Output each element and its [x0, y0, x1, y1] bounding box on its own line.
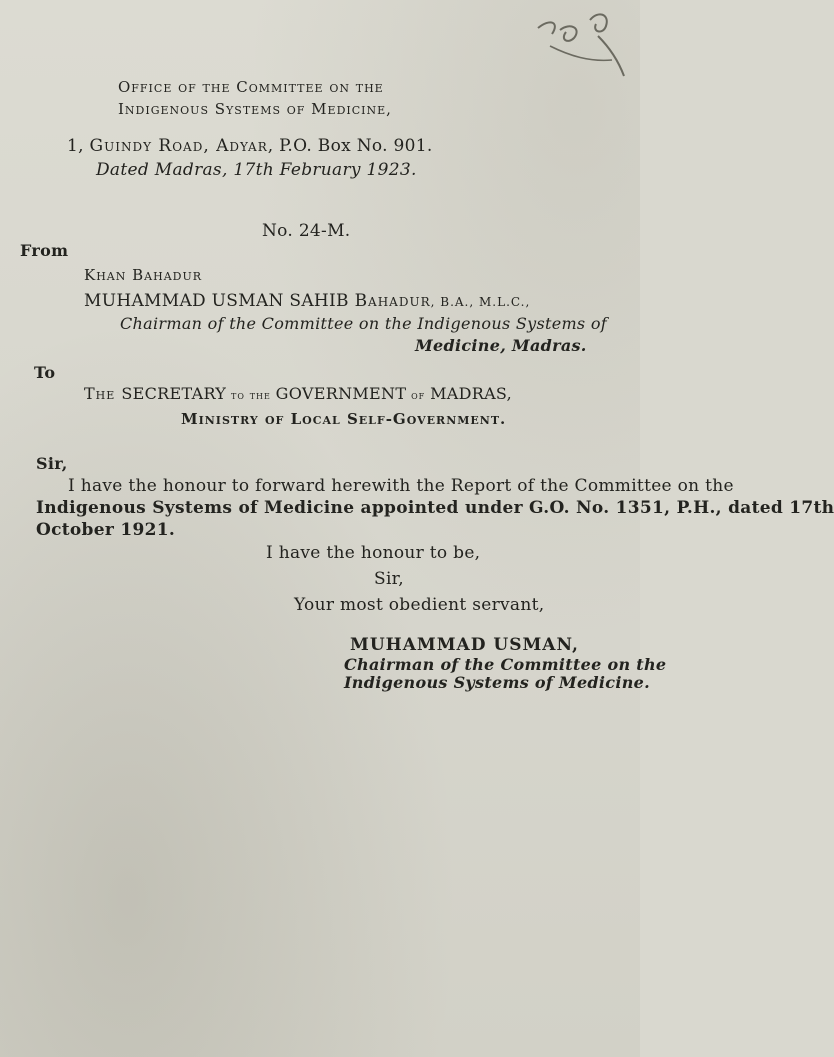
sender-designation-line1: Chairman of the Committee on the Indigenous Systems of [120, 314, 607, 333]
address-road: Guindy Road, Adyar [89, 136, 268, 156]
address-suffix: , P.O. Box No. 901. [267, 136, 433, 156]
recipient-madras: MADRAS, [430, 384, 513, 403]
handwritten-annotation [520, 0, 630, 90]
sender-designation-line2: Medicine, Madras. [415, 336, 587, 355]
address-prefix: 1, [67, 136, 90, 156]
body-line3: October 1921. [36, 520, 176, 540]
recipient-of: of [406, 388, 431, 402]
dated-line: Dated Madras, 17th February 1923. [96, 160, 417, 180]
sender-name-line [84, 291, 530, 311]
sender-name: MUHAMMAD USMAN SAHIB [84, 291, 355, 311]
signature-name: MUHAMMAD USMAN, [350, 635, 579, 655]
salutation: Sir, [36, 454, 68, 473]
reference-number: No. 24-M. [262, 221, 351, 241]
from-label: From [20, 241, 69, 260]
office-heading-line1: Office of the Committee on the [118, 78, 384, 96]
office-heading-line2: Indigenous Systems of Medicine, [118, 100, 392, 118]
sender-name-title: Bahadur [354, 291, 431, 311]
sender-degrees: , B.A., M.L.C., [430, 295, 531, 309]
recipient-secretary: SECRETARY [121, 384, 227, 403]
address-line [67, 136, 433, 156]
to-label: To [34, 363, 56, 382]
recipient-the: The [84, 384, 122, 403]
recipient-ministry: Ministry of Local Self-Government. [181, 410, 507, 428]
signature-designation-line1: Chairman of the Committee on the [344, 655, 667, 674]
sender-title: Khan Bahadur [84, 266, 203, 284]
recipient-government: GOVERNMENT [275, 384, 407, 403]
body-line1: I have the honour to forward herewith the Report of the Committee on the [68, 476, 734, 496]
recipient-to-the: to the [226, 388, 276, 402]
closing-line1: I have the honour to be, [266, 543, 481, 563]
recipient-line [84, 384, 512, 403]
closing-line3: Your most obedient servant, [294, 595, 545, 615]
signature-designation-line2: Indigenous Systems of Medicine. [344, 673, 650, 692]
body-line2: Indigenous Systems of Medicine appointed under G.O. No. 1351, P.H., dated 17th [36, 498, 834, 518]
closing-line2: Sir, [374, 569, 404, 589]
